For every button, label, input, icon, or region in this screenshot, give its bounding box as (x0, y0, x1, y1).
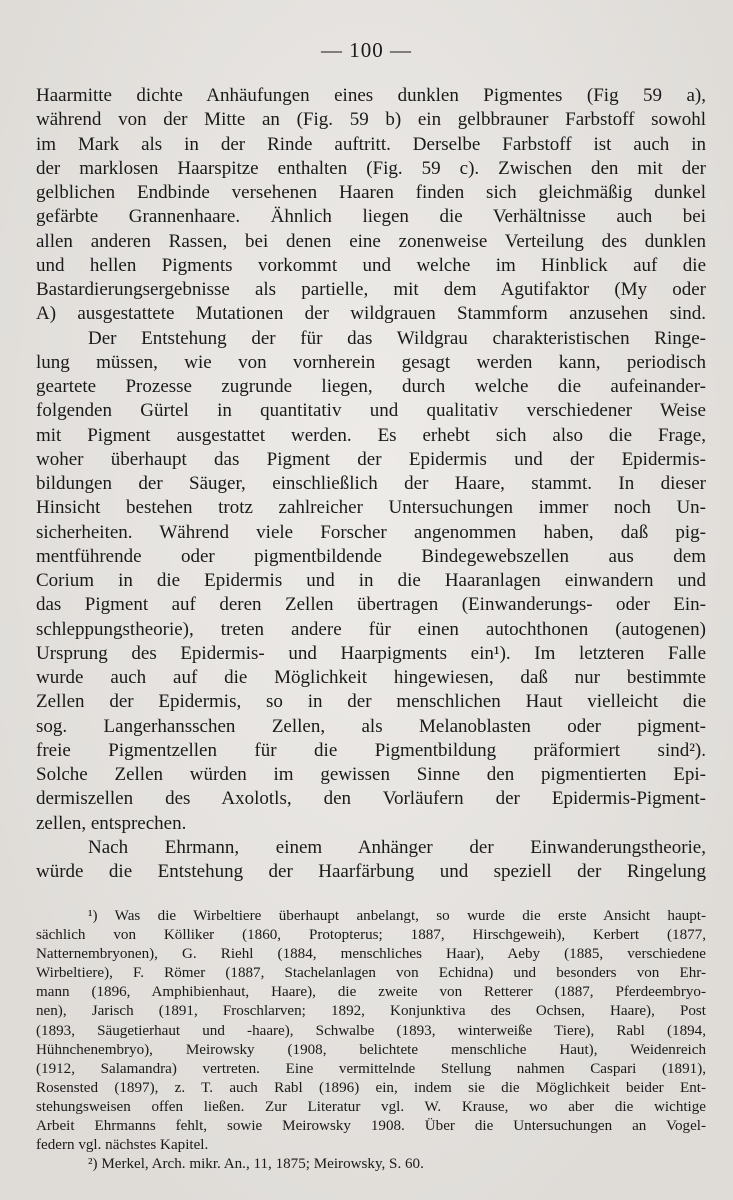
body-line: wurde auch auf die Möglichkeit hingewiesen, daß nur bestimmte (36, 667, 706, 688)
body-line: Bastardierungsergebnisse als partielle, mit dem Agutifaktor (My oder (36, 279, 706, 300)
body-line: mentführende oder pigmentbildende Bindegewebszellen aus dem (36, 545, 706, 567)
footnote-line: mann (1896, Amphibienhaut, Haare), die zweite von Retterer (1887, Pferdeembryo- (36, 984, 706, 1001)
footnote-line: Arbeit Ehrmanns fehlt, sowie Meirowsky 1908. Über die Untersuchungen an Vogel- (36, 1118, 706, 1135)
footnote-line: Rosenstеd (1897), z. T. auch Rabl (1896) ein, indem sie die Möglichkeit beider Ent- (36, 1079, 706, 1096)
body-line: das Pigment auf deren Zellen übertragen (Einwanderungs- oder Ein- (36, 594, 706, 616)
body-line: Hinsicht bestehen trotz zahlreicher Untersuchungen immer noch Un- (36, 497, 706, 519)
body-line: mit Pigment ausgestattet werden. Es erhebt sich also die Frage, (36, 424, 706, 446)
footnote-line: federn vgl. nächstes Kapitel. (36, 1137, 209, 1154)
footnote-line: Wirbeltiere), F. Römer (1887, Stachelanlagen von Echidna) und besonders von Ehr- (36, 965, 706, 982)
body-line: bildungen der Säuger, einschließlich der Haare, stammt. In dieser (36, 473, 706, 494)
body-line: zellen, entsprechen. (36, 812, 187, 834)
footnote-line: ²) Merkel, Arch. mikr. An., 11, 1875; Meirowsky, S. 60. (88, 1156, 424, 1173)
body-line: geartete Prozesse zugrunde liegen, durch welche die aufeinander- (36, 376, 706, 397)
body-line: würde die Entstehung der Haarfärbung und speziell der Ringelung (36, 861, 706, 882)
footnote-line: stehungsweisen offen ließen. Zur Literatur vgl. W. Krause, wo aber die wichtige (36, 1098, 706, 1115)
body-line: der marklosen Haarspitze enthalten (Fig. 59 c). Zwischen den mit der (36, 157, 706, 179)
footnote-line: nen), Jarisch (1891, Froschlarven; 1892, Konjunktiva des Ochsen, Haare), Post (36, 1003, 706, 1020)
footnote-line: (1893, Säugetierhaut und -haare), Schwalbe (1893, winterweiße Tiere), Rabl (1894, (36, 1022, 706, 1039)
footnote-line: Natternembryonen), G. Riehl (1884, menschliches Haar), Aeby (1885, verschiedene (36, 946, 706, 963)
body-line: im Mark als in der Rinde auftritt. Derselbe Farbstoff ist auch in (36, 133, 706, 155)
footnote-line: (1912, Salamandra) vertreten. Eine vermittelnde Stellung nahmen Caspari (1891), (36, 1060, 706, 1077)
body-line: Haarmitte dichte Anhäufungen eines dunklen Pigmentes (Fig 59 a), (36, 85, 706, 106)
body-line: Solche Zellen würden im gewissen Sinne den pigmentierten Epi- (36, 764, 706, 785)
body-line: freie Pigmentzellen für die Pigmentbildung präformiert sind²). (36, 739, 706, 761)
body-line: gelblichen Endbinde versehenen Haaren finden sich gleichmäßig dunkel (36, 182, 706, 203)
body-line: dermiszellen des Axolotls, den Vorläufern der Epidermis-Pigment- (36, 788, 706, 810)
body-line: während von der Mitte an (Fig. 59 b) ein gelbbrauner Farbstoff sowohl (36, 109, 706, 131)
body-line: woher überhaupt das Pigment der Epidermis und der Epidermis- (36, 448, 706, 470)
body-line: lung müssen, wie von vornherein gesagt werden kann, periodisch (36, 351, 706, 373)
body-line: sicherheiten. Während viele Forscher angenommen haben, daß pig- (36, 521, 706, 543)
body-line: Nach Ehrmann, einem Anhänger der Einwanderungstheorie, (88, 836, 706, 858)
body-line: Zellen der Epidermis, so in der menschlichen Haut vielleicht die (36, 691, 706, 713)
footnote-line: Hühnchenembryo), Meirowsky (1908, belichtete menschliche Haut), Weidenreich (36, 1041, 706, 1058)
body-line: gefärbte Grannenhaare. Ähnlich liegen die Verhältnisse auch bei (36, 206, 706, 228)
footnotes (36, 907, 706, 1174)
body-line: schleppungstheorie), treten andere für einen autochthonen (autogenen) (36, 618, 706, 640)
body-text (36, 84, 706, 884)
body-line: allen anderen Rassen, bei denen eine zonenweise Verteilung des dunklen (36, 230, 706, 252)
body-line: und hellen Pigments vorkommt und welche im Hinblick auf die (36, 254, 706, 276)
body-line: folgenden Gürtel in quantitativ und qualitativ verschiedener Weise (36, 400, 706, 422)
body-line: sog. Langerhansschen Zellen, als Melanoblasten oder pigment- (36, 715, 706, 737)
footnote-line: sächlich von Kölliker (1860, Protopterus; 1887, Hirschgeweih), Kerbert (1877, (36, 927, 706, 944)
page-number: — 100 — (321, 38, 412, 62)
body-line: A) ausgestattete Mutationen der wildgrauen Stammform anzusehen sind. (36, 303, 706, 325)
body-line: Corium in die Epidermis und in die Haaranlagen einwandern und (36, 570, 706, 591)
body-line: Der Entstehung der für das Wildgrau charakteristischen Ringe- (88, 327, 706, 349)
body-line: Ursprung des Epidermis- und Haarpigments ein¹). Im letzteren Falle (36, 642, 706, 664)
footnote-line: ¹) Was die Wirbeltiere überhaupt anbelangt, so wurde die erste Ansicht haupt- (88, 908, 706, 924)
